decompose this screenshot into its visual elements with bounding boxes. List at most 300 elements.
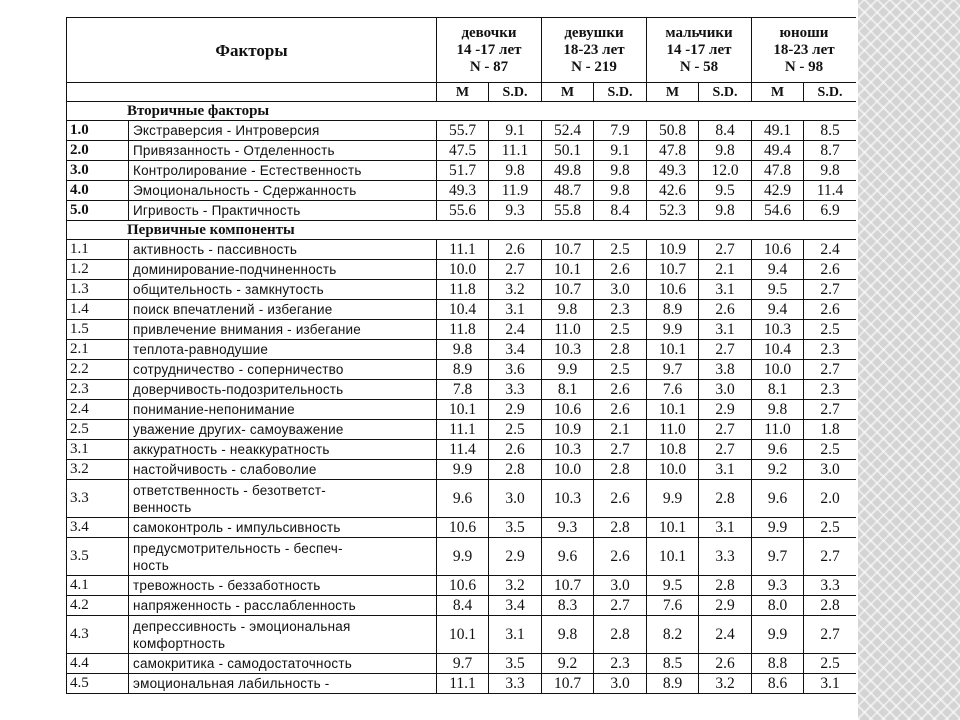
mean-value: 9.8: [437, 340, 489, 360]
mean-value: 9.5: [647, 576, 699, 596]
factor-name-cell: [129, 616, 437, 654]
mean-value: 51.7: [437, 161, 489, 181]
factor-name-cell: [129, 280, 437, 300]
sd-value: 2.7: [699, 420, 752, 440]
factor-name-cell: [129, 141, 437, 161]
mean-value: 9.3: [752, 576, 804, 596]
factor-code: 3.5: [67, 538, 129, 576]
group-age: 14 -17 лет: [456, 41, 522, 58]
factor-code: 1.5: [67, 320, 129, 340]
factor-name: аккуратность - неаккуратность: [133, 442, 330, 457]
sd-value: 2.7: [699, 440, 752, 460]
factor-name-continuation: комфортность: [133, 635, 226, 651]
mean-value: 10.6: [437, 576, 489, 596]
empty-header-cell: [67, 83, 437, 102]
sd-value: 2.7: [594, 440, 647, 460]
sd-value: 2.4: [804, 240, 857, 260]
factor-name: теплота-равнодушие: [133, 342, 269, 357]
mean-value: 55.8: [542, 201, 594, 221]
group-header-young-men: [752, 18, 857, 83]
mean-value: 48.7: [542, 181, 594, 201]
mean-value: 47.8: [752, 161, 804, 181]
sd-value: 3.2: [489, 280, 542, 300]
group-n: N - 98: [784, 58, 824, 75]
table-row: [67, 320, 857, 340]
factor-name: Экстраверсия - Интроверсия: [133, 123, 320, 138]
mean-value: 9.6: [437, 480, 489, 518]
sd-value: 3.0: [594, 674, 647, 694]
factor-name-cell: [129, 400, 437, 420]
factor-code: 3.4: [67, 518, 129, 538]
sd-value: 3.6: [489, 360, 542, 380]
mean-value: 54.6: [752, 201, 804, 221]
sd-value: 2.6: [804, 300, 857, 320]
sd-value: 3.0: [489, 480, 542, 518]
sd-value: 8.7: [804, 141, 857, 161]
mean-value: 42.9: [752, 181, 804, 201]
sd-value: 9.8: [594, 181, 647, 201]
mean-value: 10.7: [542, 576, 594, 596]
section-title: Вторичные факторы: [67, 102, 857, 121]
factor-name-cell: [129, 260, 437, 280]
factor-code: 3.0: [67, 161, 129, 181]
sd-value: 2.9: [489, 400, 542, 420]
factor-code: 3.2: [67, 460, 129, 480]
mean-value: 10.3: [542, 440, 594, 460]
factor-name-cell: [129, 480, 437, 518]
sd-value: 3.4: [489, 596, 542, 616]
sd-value: 2.5: [594, 320, 647, 340]
sd-value: 3.1: [699, 320, 752, 340]
group-header-young-women: [542, 18, 647, 83]
sd-value: 2.3: [804, 380, 857, 400]
sd-value: 3.2: [699, 674, 752, 694]
mean-value: 8.9: [647, 300, 699, 320]
mean-value: 10.7: [542, 674, 594, 694]
decorative-pattern-strip: [858, 0, 960, 720]
sd-value: 9.1: [594, 141, 647, 161]
sd-value: 3.1: [489, 300, 542, 320]
sd-value: 2.1: [699, 260, 752, 280]
table-row: [67, 201, 857, 221]
mean-value: 9.3: [542, 518, 594, 538]
sd-value: 2.5: [804, 440, 857, 460]
factor-name: ответственность - безответст-: [133, 482, 326, 498]
mean-value: 11.1: [437, 674, 489, 694]
mean-value: 10.1: [647, 340, 699, 360]
factor-name-cell: [129, 596, 437, 616]
factor-name: привлечение внимания - избегание: [133, 322, 361, 337]
sd-header: S.D.: [489, 83, 542, 102]
mean-value: 10.3: [542, 340, 594, 360]
mean-value: 10.1: [647, 538, 699, 576]
sd-value: 2.7: [804, 400, 857, 420]
sd-header: S.D.: [804, 83, 857, 102]
sd-value: 3.3: [489, 380, 542, 400]
table-row: [67, 240, 857, 260]
factor-code: 4.1: [67, 576, 129, 596]
factor-name: эмоциональная лабильность -: [133, 676, 330, 691]
mean-value: 10.4: [752, 340, 804, 360]
factor-name-cell: [129, 674, 437, 694]
group-header-girls: [437, 18, 542, 83]
table-row: [67, 340, 857, 360]
sd-value: 11.4: [804, 181, 857, 201]
factor-code: 2.1: [67, 340, 129, 360]
table-row: [67, 480, 857, 518]
m-header: M: [752, 83, 804, 102]
factor-name: самокритика - самодостаточность: [133, 656, 352, 671]
factor-code: 1.3: [67, 280, 129, 300]
table-row: [67, 420, 857, 440]
mean-value: 10.1: [437, 400, 489, 420]
factor-name: доминирование-подчиненность: [133, 262, 337, 277]
mean-value: 10.7: [647, 260, 699, 280]
table-row: [67, 121, 857, 141]
mean-value: 9.9: [647, 320, 699, 340]
sd-value: 2.8: [804, 596, 857, 616]
table-row: [67, 538, 857, 576]
sd-value: 2.9: [699, 596, 752, 616]
sd-value: 9.1: [489, 121, 542, 141]
factor-code: 2.5: [67, 420, 129, 440]
sd-value: 8.4: [594, 201, 647, 221]
sd-value: 12.0: [699, 161, 752, 181]
sd-value: 9.5: [699, 181, 752, 201]
sd-value: 2.8: [594, 518, 647, 538]
document-sheet: [66, 17, 856, 720]
mean-value: 49.4: [752, 141, 804, 161]
mean-value: 9.4: [752, 260, 804, 280]
mean-value: 8.1: [542, 380, 594, 400]
factor-code: 2.3: [67, 380, 129, 400]
sd-value: 3.1: [699, 280, 752, 300]
mean-value: 10.6: [647, 280, 699, 300]
sd-value: 2.8: [699, 576, 752, 596]
mean-value: 8.6: [752, 674, 804, 694]
sd-value: 3.0: [594, 576, 647, 596]
sd-value: 3.3: [489, 674, 542, 694]
mean-value: 9.8: [752, 400, 804, 420]
mean-value: 10.6: [752, 240, 804, 260]
mean-value: 47.5: [437, 141, 489, 161]
mean-value: 8.0: [752, 596, 804, 616]
factor-name: самоконтроль - импульсивность: [133, 520, 341, 535]
mean-value: 52.4: [542, 121, 594, 141]
factor-name: поиск впечатлений - избегание: [133, 302, 333, 317]
table-row: [67, 654, 857, 674]
sd-value: 3.1: [804, 674, 857, 694]
factor-code: 2.2: [67, 360, 129, 380]
group-n: N - 58: [679, 58, 719, 75]
factor-name-cell: [129, 460, 437, 480]
factor-name-cell: [129, 518, 437, 538]
mean-value: 9.5: [752, 280, 804, 300]
mean-value: 10.0: [437, 260, 489, 280]
sd-value: 2.0: [804, 480, 857, 518]
sd-value: 9.8: [804, 161, 857, 181]
sd-value: 2.5: [804, 518, 857, 538]
factor-name-cell: [129, 380, 437, 400]
mean-value: 9.9: [437, 460, 489, 480]
sd-value: 2.7: [699, 240, 752, 260]
mean-value: 8.3: [542, 596, 594, 616]
sd-value: 2.1: [594, 420, 647, 440]
sd-value: 2.6: [594, 480, 647, 518]
mean-value: 9.8: [542, 616, 594, 654]
sd-value: 9.8: [699, 201, 752, 221]
sd-value: 2.6: [594, 260, 647, 280]
factor-name: Контролирование - Естественность: [133, 163, 362, 178]
mean-value: 9.9: [752, 518, 804, 538]
sd-value: 3.2: [489, 576, 542, 596]
sd-header: S.D.: [594, 83, 647, 102]
mean-value: 10.3: [752, 320, 804, 340]
sd-value: 2.7: [804, 280, 857, 300]
table-row: [67, 400, 857, 420]
sd-value: 2.8: [489, 460, 542, 480]
sd-value: 9.8: [489, 161, 542, 181]
mean-value: 10.1: [542, 260, 594, 280]
mean-value: 9.9: [647, 480, 699, 518]
mean-value: 8.9: [437, 360, 489, 380]
mean-value: 50.8: [647, 121, 699, 141]
sd-value: 2.6: [594, 400, 647, 420]
factor-code: 2.4: [67, 400, 129, 420]
sd-value: 11.9: [489, 181, 542, 201]
mean-value: 10.4: [437, 300, 489, 320]
sd-value: 2.4: [489, 320, 542, 340]
sd-value: 8.5: [804, 121, 857, 141]
group-age: 14 -17 лет: [666, 41, 732, 58]
mean-value: 8.1: [752, 380, 804, 400]
factor-code: 1.4: [67, 300, 129, 320]
m-header: M: [437, 83, 489, 102]
factor-name-continuation: ность: [133, 557, 169, 573]
sd-value: 3.1: [699, 518, 752, 538]
table-row: [67, 181, 857, 201]
factor-name: депрессивность - эмоциональная: [133, 618, 351, 634]
mean-value: 10.6: [437, 518, 489, 538]
section-row: [67, 221, 857, 240]
table-row: [67, 576, 857, 596]
sd-value: 9.3: [489, 201, 542, 221]
factor-name-continuation: венность: [133, 499, 192, 515]
sd-value: 2.6: [699, 654, 752, 674]
sd-value: 2.6: [804, 260, 857, 280]
table-row: [67, 518, 857, 538]
sd-value: 2.9: [699, 400, 752, 420]
mean-value: 9.6: [752, 440, 804, 460]
mean-value: 50.1: [542, 141, 594, 161]
sd-value: 3.5: [489, 518, 542, 538]
factor-code: 4.3: [67, 616, 129, 654]
sd-value: 2.7: [804, 360, 857, 380]
sd-value: 2.4: [699, 616, 752, 654]
factor-name-cell: [129, 240, 437, 260]
factor-code: 4.5: [67, 674, 129, 694]
sd-value: 9.8: [699, 141, 752, 161]
section-title: Первичные компоненты: [67, 221, 857, 240]
sd-value: 3.0: [699, 380, 752, 400]
factor-name-cell: [129, 340, 437, 360]
sd-value: 2.6: [489, 440, 542, 460]
factor-code: 3.3: [67, 480, 129, 518]
factor-code: 4.2: [67, 596, 129, 616]
mean-value: 55.7: [437, 121, 489, 141]
factor-name: сотрудничество - соперничество: [133, 362, 344, 377]
mean-value: 8.4: [437, 596, 489, 616]
sd-value: 3.0: [804, 460, 857, 480]
factor-name: тревожность - беззаботность: [133, 578, 321, 593]
factor-name-cell: [129, 654, 437, 674]
factor-code: 4.0: [67, 181, 129, 201]
mean-value: 10.9: [542, 420, 594, 440]
mean-value: 9.9: [437, 538, 489, 576]
factor-code: 5.0: [67, 201, 129, 221]
sd-value: 2.5: [489, 420, 542, 440]
mean-value: 11.8: [437, 280, 489, 300]
sd-value: 9.8: [594, 161, 647, 181]
table-row: [67, 460, 857, 480]
group-age: 18-23 лет: [563, 41, 625, 58]
factor-name-cell: [129, 121, 437, 141]
factor-name-cell: [129, 440, 437, 460]
section-row: [67, 102, 857, 121]
sd-value: 3.4: [489, 340, 542, 360]
mean-value: 47.8: [647, 141, 699, 161]
mean-value: 9.8: [542, 300, 594, 320]
group-age: 18-23 лет: [773, 41, 835, 58]
sd-value: 3.3: [699, 538, 752, 576]
mean-value: 10.7: [542, 240, 594, 260]
mean-value: 49.1: [752, 121, 804, 141]
sd-value: 3.1: [489, 616, 542, 654]
mean-value: 11.0: [542, 320, 594, 340]
factor-name: настойчивость - слабоволие: [133, 462, 317, 477]
sd-value: 2.7: [489, 260, 542, 280]
sd-value: 2.6: [489, 240, 542, 260]
factor-code: 2.0: [67, 141, 129, 161]
factor-name-cell: [129, 161, 437, 181]
sd-value: 2.5: [594, 360, 647, 380]
sd-value: 1.8: [804, 420, 857, 440]
sd-value: 2.3: [594, 300, 647, 320]
mean-value: 9.6: [752, 480, 804, 518]
factor-name-cell: [129, 538, 437, 576]
mean-value: 9.4: [752, 300, 804, 320]
mean-value: 9.9: [752, 616, 804, 654]
factor-name: напряженность - расслабленность: [133, 598, 356, 613]
group-name: юноши: [779, 24, 829, 41]
sd-value: 2.7: [804, 538, 857, 576]
mean-value: 8.8: [752, 654, 804, 674]
mean-value: 10.6: [542, 400, 594, 420]
group-header-boys: [647, 18, 752, 83]
sd-value: 3.1: [699, 460, 752, 480]
factor-code: 1.2: [67, 260, 129, 280]
mean-value: 9.7: [647, 360, 699, 380]
mean-value: 7.6: [647, 596, 699, 616]
table-row: [67, 440, 857, 460]
sd-value: 3.0: [594, 280, 647, 300]
sd-value: 6.9: [804, 201, 857, 221]
factor-name: Эмоциональность - Сдержанность: [133, 183, 357, 198]
table-row: [67, 596, 857, 616]
mean-value: 10.7: [542, 280, 594, 300]
factor-name: общительность - замкнутость: [133, 282, 324, 297]
table-row: [67, 280, 857, 300]
sd-value: 2.6: [699, 300, 752, 320]
mean-value: 7.6: [647, 380, 699, 400]
factor-name-cell: [129, 576, 437, 596]
mean-value: 10.0: [752, 360, 804, 380]
sd-value: 2.7: [594, 596, 647, 616]
table-row: [67, 616, 857, 654]
sd-value: 2.8: [699, 480, 752, 518]
sd-value: 2.8: [594, 340, 647, 360]
group-name: девушки: [564, 24, 624, 41]
sd-value: 11.1: [489, 141, 542, 161]
mean-value: 10.0: [647, 460, 699, 480]
mean-value: 8.2: [647, 616, 699, 654]
sd-value: 2.7: [804, 616, 857, 654]
mean-value: 9.6: [542, 538, 594, 576]
factor-name: активность - пассивность: [133, 242, 298, 257]
mean-value: 55.6: [437, 201, 489, 221]
sd-value: 3.3: [804, 576, 857, 596]
factor-code: 3.1: [67, 440, 129, 460]
factor-name-cell: [129, 420, 437, 440]
factor-name-cell: [129, 181, 437, 201]
sd-value: 2.5: [594, 240, 647, 260]
factor-name-cell: [129, 300, 437, 320]
factor-name: Привязанность - Отделенность: [133, 143, 335, 158]
mean-value: 8.5: [647, 654, 699, 674]
sd-value: 2.5: [804, 320, 857, 340]
header-row-stats: [67, 83, 857, 102]
mean-value: 49.8: [542, 161, 594, 181]
sd-header: S.D.: [699, 83, 752, 102]
mean-value: 49.3: [647, 161, 699, 181]
table-row: [67, 300, 857, 320]
sd-value: 3.8: [699, 360, 752, 380]
mean-value: 10.9: [647, 240, 699, 260]
mean-value: 10.1: [647, 518, 699, 538]
m-header: M: [647, 83, 699, 102]
mean-value: 10.3: [542, 480, 594, 518]
mean-value: 7.8: [437, 380, 489, 400]
factor-name-cell: [129, 320, 437, 340]
mean-value: 11.4: [437, 440, 489, 460]
factor-name-cell: [129, 360, 437, 380]
m-header: M: [542, 83, 594, 102]
factor-name: Игривость - Практичность: [133, 203, 301, 218]
mean-value: 10.8: [647, 440, 699, 460]
table-row: [67, 260, 857, 280]
table-row: [67, 674, 857, 694]
mean-value: 11.1: [437, 240, 489, 260]
mean-value: 10.1: [437, 616, 489, 654]
sd-value: 3.5: [489, 654, 542, 674]
mean-value: 49.3: [437, 181, 489, 201]
factors-table: [66, 17, 856, 694]
sd-value: 2.6: [594, 380, 647, 400]
sd-value: 2.6: [594, 538, 647, 576]
group-name: мальчики: [665, 24, 733, 41]
factor-code: 1.0: [67, 121, 129, 141]
factor-name: понимание-непонимание: [133, 402, 295, 417]
